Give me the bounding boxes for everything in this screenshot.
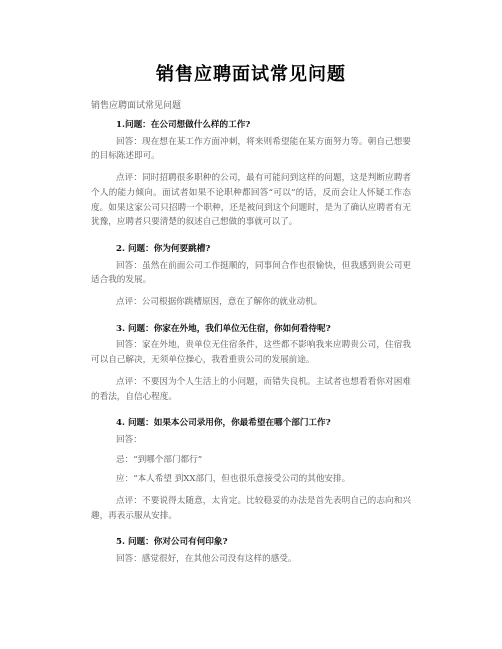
- comment-paragraph: 点评：同时招聘很多职种的公司，最有可能问到这样的问题，这是判断应聘者个人的能力倾向。面试者如果不论职种都回答“可以”的话，反而会让人怀疑工作态度。如果这家公司只招聘一个职种，还是被问到这个问题时，是为了确认应聘者有无犹豫，应聘者只要清楚的叙述自己想做的事就可以了。: [91, 173, 411, 228]
- comment-paragraph: 点评：公司根据你跳槽原因，意在了解你的就业动机。: [116, 297, 323, 308]
- section-5: [91, 535, 411, 566]
- question-heading: 4. 问题：如果本公司录用你，你最希望在哪个部门工作?: [116, 418, 331, 429]
- question-heading: 2. 问题：你为何要跳槽?: [116, 243, 211, 254]
- answer-paragraph: 回答：现在想在某工作方面冲刺，将来则希望能在某方面努力等。朝自己想要的目标陈述即可。: [91, 136, 411, 162]
- answer-paragraph: 回答：感觉很好，在其他公司没有这样的感受。: [116, 554, 297, 565]
- avoid-paragraph: 忌：“到哪个部门都行”: [116, 454, 203, 465]
- question-heading: 1.问题：在公司想做什么样的工作?: [116, 120, 251, 130]
- document-body: [91, 118, 411, 574]
- comment-paragraph: 点评：不要说得太随意，太肯定。比较稳妥的办法是首先表明自己的志向和兴趣，再表示服从安排。: [91, 496, 411, 521]
- document-title: 销售应聘面试常见问题: [156, 64, 346, 85]
- section-3: [91, 322, 411, 405]
- answer-paragraph: 回答：家在外地，贵单位无住宿条件，这些都不影响我来应聘贵公司，住宿我可以自己解决，无须单位操心，我看重贵公司的发展前途。: [91, 340, 411, 366]
- section-1: [91, 118, 411, 230]
- section-2: [91, 242, 411, 310]
- document-subtitle: 销售应聘面试常见问题: [91, 101, 182, 111]
- comment-paragraph: 点评：不要因为个人生活上的小问题，而错失良机。主试者也想看看你对困难的看法，自信心程度。: [91, 376, 411, 402]
- answer-paragraph: 回答：虽然在前面公司工作挺顺的，同事间合作也很愉快，但我感到贵公司更适合我的发展。: [91, 260, 411, 286]
- answer-paragraph: 回答：: [116, 434, 142, 445]
- question-heading: 3. 问题：你家在外地，我们单位无住宿，你如何看待呢?: [116, 323, 331, 334]
- question-heading: 5. 问题：你对公司有何印象?: [116, 537, 228, 548]
- section-4: [91, 416, 411, 523]
- should-paragraph: 应：“本人希望 到XX部门，但也很乐意接受公司的其他安排。: [116, 474, 351, 485]
